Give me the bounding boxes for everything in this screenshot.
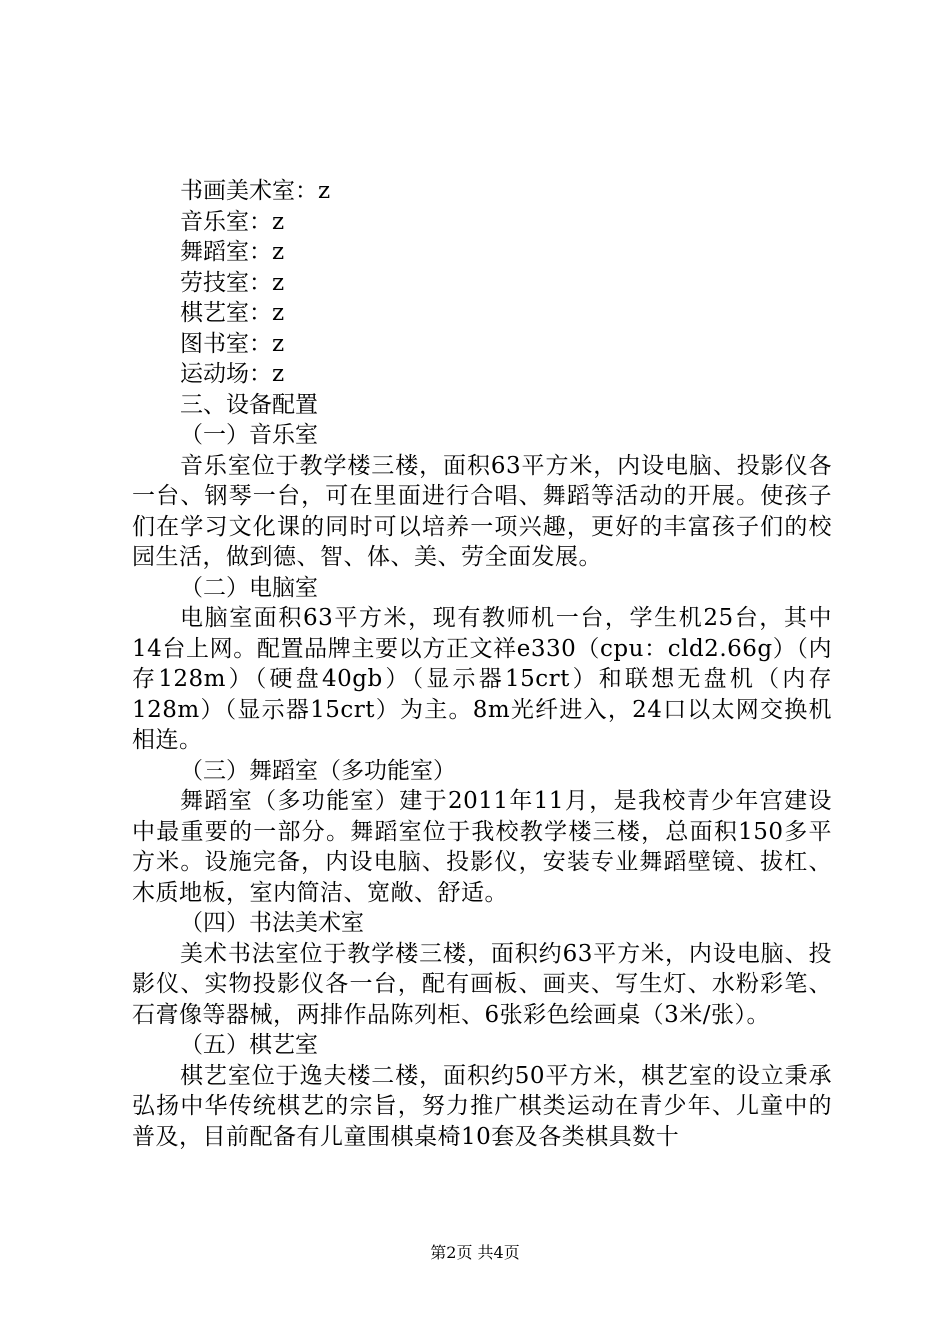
subsection-body-chess: 棋艺室位于逸夫楼二楼，面积约50平方米，棋艺室的设立秉承弘扬中华传统棋艺的宗旨，努力推广棋类运动在青少年、儿童中的普及，目前配备有儿童围棋桌椅10套及各类棋具数十 [132,1062,832,1150]
subsection-heading-music: （一）音乐室 [180,422,318,448]
room-list-item: 舞蹈室：z [180,239,285,265]
room-list-item: 音乐室：z [180,208,285,235]
section-title: 三、设备配置 [180,391,318,418]
room-list-item: 劳技室：z [180,269,285,296]
room-list-item: 棋艺室：z [180,300,285,326]
subsection-body-dance: 舞蹈室（多功能室）建于2011年11月，是我校青少年宫建设中最重要的一部分。舞蹈室位于我校教学楼三楼，总面积150多平方米。设施完备，内设电脑、投影仪，安装专业舞蹈壁镜、拔杠、木质地板，室内简洁、宽敞、舒适。 [132,788,832,906]
subsection-heading-computer: （二）电脑室 [180,574,318,601]
subsection-body-music: 音乐室位于教学楼三楼，面积63平方米，内设电脑、投影仪各一台、钢琴一台，可在里面进行合唱、舞蹈等活动的开展。使孩子们在学习文化课的同时可以培养一项兴趣，更好的丰富孩子们的校园生活，做到德、智、体、美、劳全面发展。 [132,452,832,570]
subsection-body-computer: 电脑室面积63平方米，现有教师机一台，学生机25台，其中14台上网。配置品牌主要以方正文祥e330（cpu：cld2.66g）（内存128m）（硬盘40gb）（显示器15crt）和联想无盘机（内存128m）（显示器15crt）为主。8m光纤进入，24口以太网交换机相连。 [132,605,832,753]
room-list-item: 运动场：z [180,361,285,387]
room-list-item: 书画美术室：z [180,178,331,204]
subsection-body-calligraphy: 美术书法室位于教学楼三楼，面积约63平方米，内设电脑、投影仪、实物投影仪各一台，配有画板、画夹、写生灯、水粉彩笔、石膏像等器械，两排作品陈列柜、6张彩色绘画桌（3米/张）。 [132,940,832,1028]
document-body [132,176,832,1152]
subsection-heading-calligraphy: （四）书法美术室 [180,910,364,936]
room-list-item: 图书室：z [180,330,285,357]
subsection-heading-dance: （三）舞蹈室（多功能室） [180,757,456,784]
page-footer: 第2页 共4页 [430,1243,520,1262]
subsection-heading-chess: （五）棋艺室 [180,1032,318,1058]
